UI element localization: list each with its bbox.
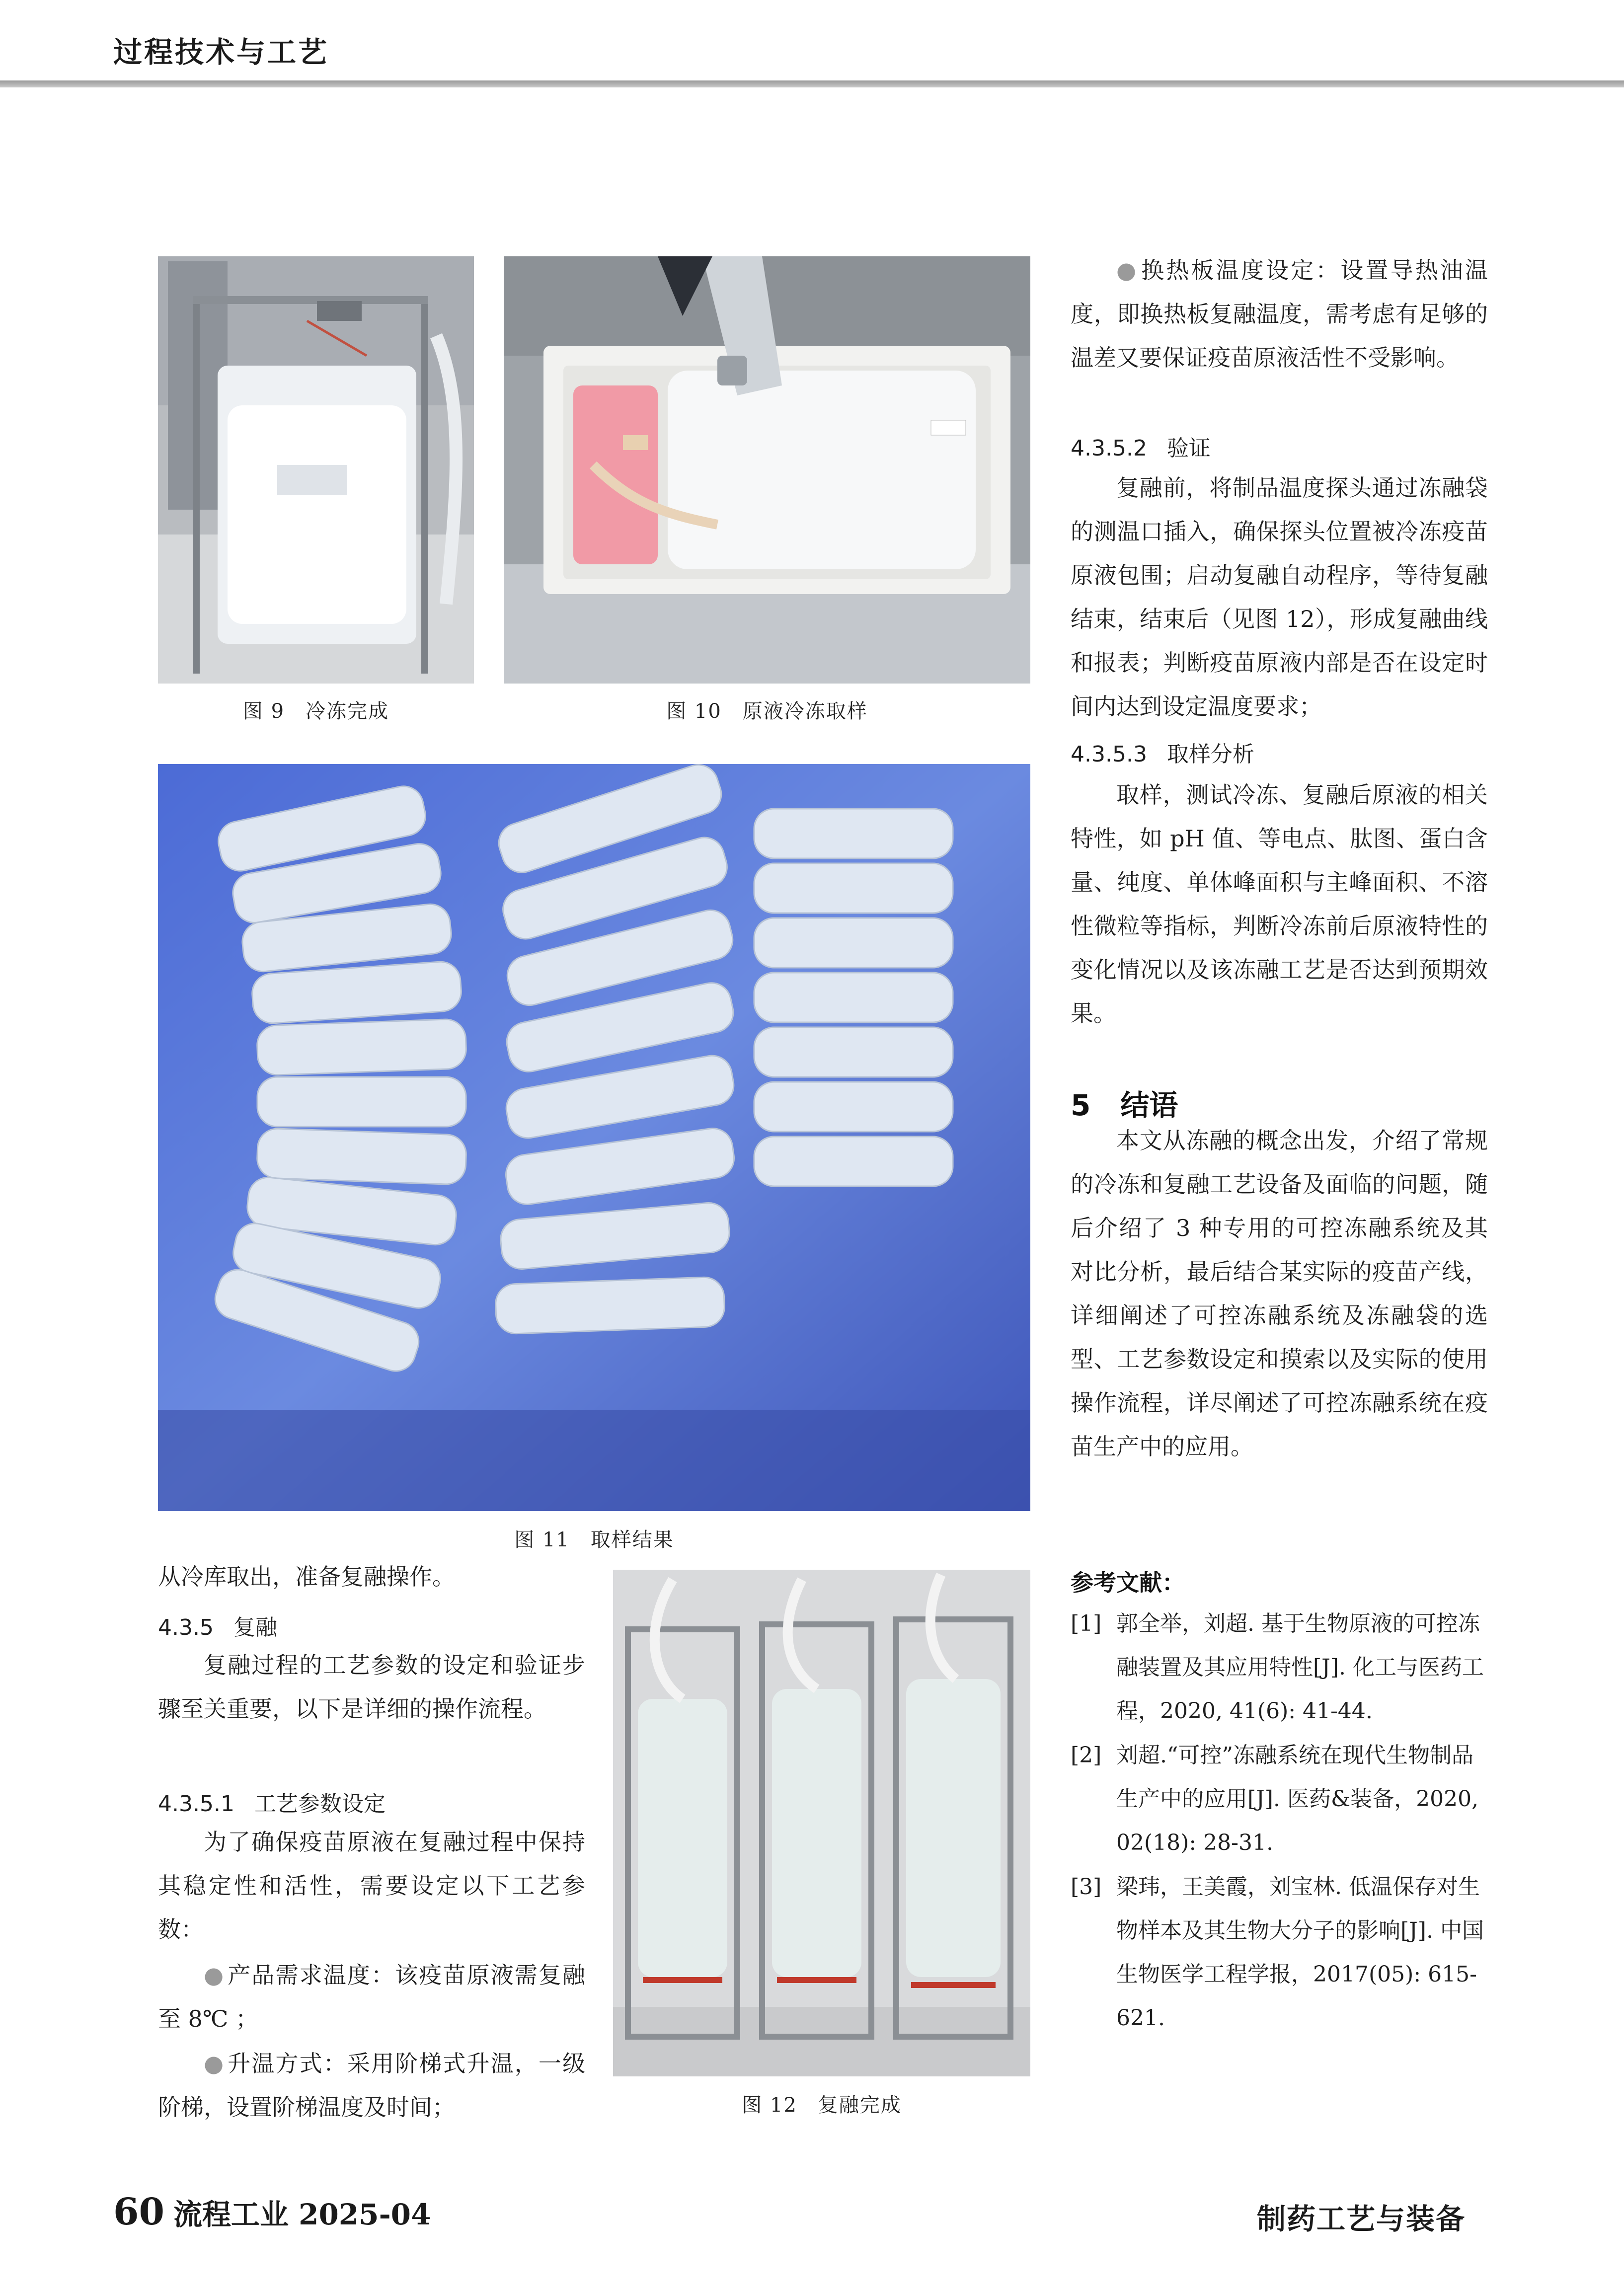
subsection-title: 取样分析	[1166, 742, 1254, 767]
running-header-title: 过程技术与工艺	[113, 35, 329, 69]
bullet-text: 换热板温度设定：设置导热油温度，即换热板复融温度，需考虑有足够的温差又要保证疫苗原液活性不受影响。	[1071, 257, 1488, 371]
paragraph-verification: 复融前，将制品温度探头通过冻融袋的测温口插入，确保探头位置被冷冻疫苗原液包围；启动复融自动程序，等待复融结束，结束后（见图 12），形成复融曲线和报表；判断疫苗原液内部是否在设定时间内达到设定温度要求；	[1071, 474, 1488, 720]
references-heading: 参考文献：	[1071, 1569, 1185, 1596]
figure-9-caption: 图 9 冷冻完成	[242, 700, 389, 723]
bullet-icon: ●	[204, 1962, 225, 1988]
paragraph-sampling: 取样，测试冷冻、复融后原液的相关特性，如 pH 值、等电点、肽图、蛋白含量、纯度、单体峰面积与主峰面积、不溶性微粒等指标，判断冷冻前后原液特性的变化情况以及该冻融工艺是否达到预期效果。	[1071, 781, 1488, 1027]
figure-11-caption: 图 11 取样结果	[514, 1528, 674, 1551]
bullet-icon: ●	[1116, 257, 1139, 284]
figure-10-caption: 图 10 原液冷冻取样	[666, 700, 868, 723]
figure-9-image	[158, 256, 474, 684]
footer-left	[113, 2191, 431, 2233]
bullet-text: 升温方式：采用阶梯式升温，一级阶梯，设置阶梯温度及时间；	[158, 2050, 586, 2121]
subsection-title: 复融	[233, 1615, 277, 1640]
paragraph-params-intro: 为了确保疫苗原液在复融过程中保持其稳定性和活性，需要设定以下工艺参数：	[158, 1829, 585, 1943]
reference-number: [2]	[1071, 1743, 1102, 1768]
paragraph-conclusion: 本文从冻融的概念出发，介绍了常规的冷冻和复融工艺设备及面临的问题，随后介绍了 3 种专用的可控冻融系统及其对比分析，最后结合某实际的疫苗产线，详细阐述了可控冻融系统及冻融袋的选型、工艺参数设定和摸索以及实际的使用操作流程，详尽阐述了可控冻融系统在疫苗生产中的应用。	[1071, 1127, 1488, 1460]
figure-11-image	[158, 764, 1030, 1511]
reference-item	[1071, 1865, 1488, 2040]
reference-item	[1071, 1734, 1488, 1865]
bullet-text: 产品需求温度：该疫苗原液需复融至 8℃ ；	[158, 1962, 586, 2032]
paragraph-continuation: 从冷库取出，准备复融操作。	[158, 1563, 455, 1590]
bullet-plate-temp	[1071, 248, 1488, 380]
page-number: 60	[113, 2191, 164, 2233]
subsection-4-3-5	[158, 1609, 277, 1641]
subsection-title: 验证	[1166, 436, 1211, 461]
reference-text: 郭全举，刘超. 基于生物原液的可控冻融装置及其应用特性[J]. 化工与医药工程，2020, 41(6): 41-44.	[1116, 1611, 1484, 1724]
footer-column-name: 制药工艺与装备	[1257, 2202, 1466, 2236]
bullet-heating-mode	[158, 2042, 585, 2129]
subsection-number: 4.3.5.3	[1071, 742, 1147, 767]
paragraph-thaw-intro: 复融过程的工艺参数的设定和验证步骤至关重要，以下是详细的操作流程。	[158, 1652, 585, 1722]
header-rule	[0, 80, 1624, 87]
subsection-title: 工艺参数设定	[254, 1791, 386, 1817]
figure-10-image	[504, 256, 1030, 684]
subsection-4-3-5-3	[1071, 736, 1254, 768]
reference-text: 刘超.“可控”冻融系统在现代生物制品生产中的应用[J]. 医药&装备，2020, 02(18): 28-31.	[1116, 1743, 1479, 1855]
subsection-4-3-5-1	[158, 1786, 386, 1818]
subsection-number: 4.3.5	[158, 1615, 214, 1640]
section-5-heading	[1071, 1082, 1178, 1124]
subsection-4-3-5-2	[1071, 430, 1211, 462]
figure-12-caption: 图 12 复融完成	[742, 2094, 902, 2117]
reference-item	[1071, 1602, 1488, 1733]
subsection-number: 4.3.5.1	[158, 1791, 234, 1817]
section-number: 5	[1071, 1088, 1091, 1122]
section-title: 结语	[1120, 1088, 1178, 1122]
bullet-product-temp	[158, 1953, 585, 2041]
reference-text: 梁玮，王美霞，刘宝林. 低温保存对生物样本及其生物大分子的影响[J]. 中国生物医学工程学报，2017(05): 615-621.	[1116, 1874, 1484, 2031]
reference-number: [1]	[1071, 1611, 1102, 1636]
bullet-icon: ●	[204, 2050, 225, 2077]
journal-issue: 流程工业 2025-04	[173, 2198, 431, 2231]
reference-number: [3]	[1071, 1874, 1102, 1900]
figure-12-image	[613, 1570, 1030, 2076]
subsection-number: 4.3.5.2	[1071, 436, 1147, 461]
